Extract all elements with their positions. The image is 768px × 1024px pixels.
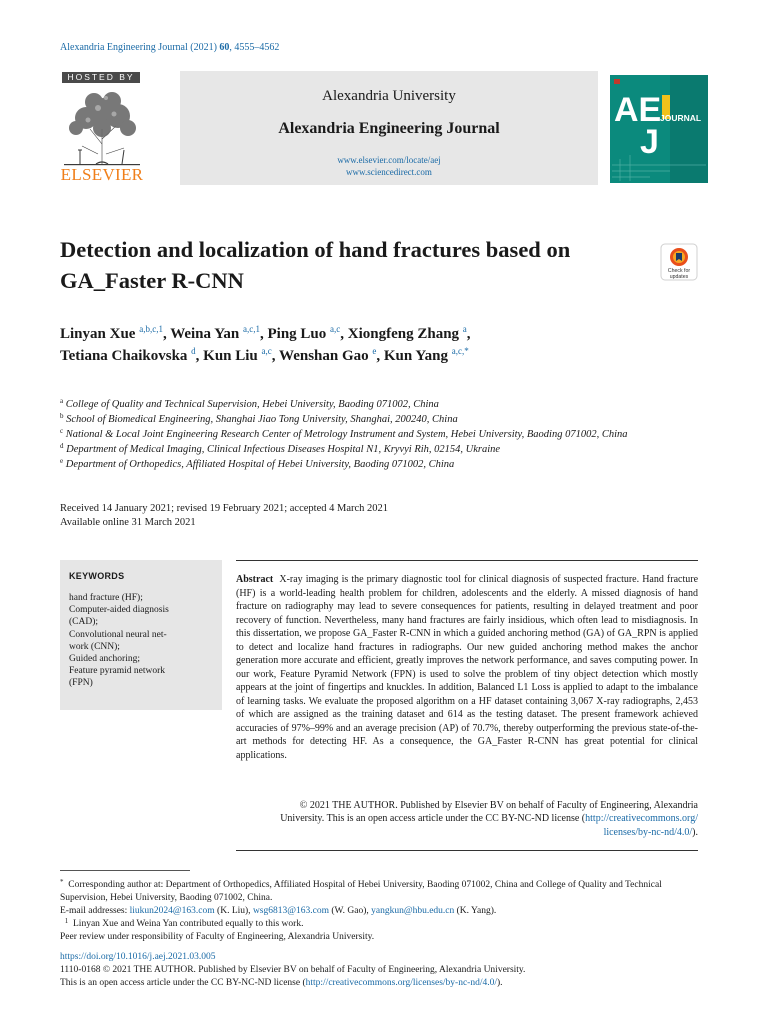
- author-separator: ,: [162, 326, 171, 342]
- oa-license-link[interactable]: http://creativecommons.org/licenses/by-nc-nd/4.0/: [305, 978, 497, 988]
- author-separator: ,: [340, 326, 348, 342]
- abstract-bottom-rule: [236, 850, 698, 851]
- received-dates: Received 14 January 2021; revised 19 February 2021; accepted 4 March 2021: [60, 503, 389, 514]
- author-separator: ,: [466, 326, 471, 342]
- keyword-item: Convolutional neural net-: [69, 629, 167, 640]
- email-link[interactable]: liukun2024@163.com: [129, 906, 215, 916]
- doi-block: [60, 951, 710, 990]
- journal-citation[interactable]: [60, 42, 279, 53]
- affiliation-item: [60, 427, 710, 442]
- journal-cover-image[interactable]: [610, 75, 708, 183]
- abstract-label: Abstract: [236, 574, 274, 585]
- oa-end: ).: [497, 978, 503, 988]
- author-name[interactable]: Kun Liu: [203, 348, 258, 364]
- footnotes: [60, 879, 710, 944]
- journal-title: Alexandria Engineering Journal: [278, 120, 500, 137]
- author-list: [60, 323, 710, 367]
- email-label: E-mail addresses:: [60, 906, 130, 916]
- email-owner: (K. Liu),: [214, 906, 253, 916]
- author-affiliation-marks[interactable]: a,b,c,1: [139, 324, 163, 334]
- keyword-item: (CAD);: [69, 617, 99, 628]
- copyright-end: ).: [692, 826, 698, 838]
- article-title: Detection and localization of hand fractures based on GA_Faster R-CNN: [60, 237, 571, 293]
- keyword-item: work (CNN);: [69, 641, 120, 652]
- email-link[interactable]: yangkun@hbu.edu.cn: [371, 906, 455, 916]
- author-name[interactable]: Ping Luo: [267, 326, 327, 342]
- university-name: Alexandria University: [322, 88, 456, 104]
- keyword-item: Feature pyramid network: [69, 666, 166, 677]
- keyword-item: Computer-aided diagnosis: [69, 605, 169, 616]
- abstract-top-rule: [236, 560, 698, 561]
- citation-volume: 60: [219, 42, 230, 53]
- citation-pages: , 4555–4562: [229, 42, 280, 53]
- equal-mark: 1: [64, 917, 69, 925]
- affiliation-text: Department of Medical Imaging, Clinical Infectious Diseases Hospital N1, Kryvyi Rih, 02154, Ukraine: [66, 444, 501, 455]
- available-online: Available online 31 March 2021: [60, 516, 196, 528]
- peer-review-note: Peer review under responsibility of Faculty of Engineering, Alexandria University.: [60, 932, 375, 942]
- affiliation-list: [60, 397, 710, 472]
- author-name[interactable]: Kun Yang: [383, 348, 448, 364]
- author-separator: ,: [259, 326, 268, 342]
- keywords-box: [60, 560, 222, 710]
- author-name[interactable]: Tetiana Chaikovska: [60, 348, 188, 364]
- svg-text:J: J: [640, 123, 659, 161]
- author-affiliation-marks[interactable]: a,c: [261, 346, 272, 356]
- corresponding-author-note: [60, 879, 710, 905]
- issn-line: 1110-0168 © 2021 THE AUTHOR. Published by Elsevier BV on behalf of Faculty of Engineering, Alexandria University.: [60, 965, 526, 975]
- equal-contribution-note: [60, 918, 710, 931]
- journal-homepage-link[interactable]: www.elsevier.com/locate/aej: [337, 155, 441, 165]
- elsevier-wordmark: ELSEVIER: [60, 165, 144, 184]
- keyword-item: hand fracture (HF);: [69, 593, 143, 603]
- keyword-item: Guided anchoring;: [69, 654, 140, 665]
- author-separator: ,: [271, 348, 280, 364]
- author-affiliation-marks[interactable]: a: [462, 324, 467, 334]
- journal-banner: [60, 71, 708, 185]
- doi-link[interactable]: https://doi.org/10.1016/j.aej.2021.03.005: [60, 952, 216, 962]
- author-name[interactable]: Linyan Xue: [60, 326, 136, 342]
- article-history: [60, 502, 710, 529]
- email-owner: (K. Yang).: [454, 906, 497, 916]
- affiliation-mark: a: [60, 397, 64, 405]
- abstract-copyright: [236, 799, 698, 839]
- affiliation-item: [60, 397, 710, 412]
- affiliation-mark: b: [60, 412, 64, 420]
- license-link-a[interactable]: http://creativecommons.org/: [585, 813, 698, 825]
- affiliation-mark: d: [60, 442, 64, 450]
- svg-text:updates: updates: [669, 274, 689, 280]
- email-link[interactable]: wsg6813@163.com: [252, 906, 329, 916]
- author-name[interactable]: Xiongfeng Zhang: [347, 326, 460, 342]
- check-for-updates-badge[interactable]: [660, 243, 698, 281]
- affiliation-mark: e: [60, 457, 64, 465]
- author-affiliation-marks[interactable]: a,c,1: [242, 324, 260, 334]
- elsevier-tree-icon: [62, 84, 142, 167]
- abstract: [236, 573, 698, 762]
- email-owner: (W. Gao),: [328, 906, 372, 916]
- publisher-logo[interactable]: [60, 71, 144, 185]
- author-affiliation-marks[interactable]: e: [372, 346, 377, 356]
- oa-text: This is an open access article under the CC BY-NC-ND license (: [60, 978, 306, 988]
- open-access-line: [60, 977, 710, 990]
- affiliation-mark: c: [60, 427, 64, 435]
- affiliation-text: National & Local Joint Engineering Research Center of Metrology Instrument and System, Hebei University, Baoding 071002, China: [65, 429, 628, 440]
- copyright-line2: University. This is an open access article under the CC BY-NC-ND license (: [280, 813, 586, 825]
- author-name[interactable]: Weina Yan: [170, 326, 240, 342]
- journal-masthead: [180, 71, 598, 185]
- svg-text:Check for: Check for: [667, 268, 691, 274]
- author-affiliation-marks[interactable]: a,c: [330, 324, 341, 334]
- corresponding-text: Corresponding author at: Department of Orthopedics, Affiliated Hospital of Hebei University, Baoding 071002, China and College of Quality and Technical Supervision, Hebei University, Baoding 071002, China.: [60, 880, 662, 903]
- author-affiliation-marks[interactable]: a,c,*: [451, 346, 469, 356]
- email-addresses: [60, 905, 710, 918]
- affiliation-text: College of Quality and Technical Supervision, Hebei University, Baoding 071002, China: [65, 399, 439, 410]
- sciencedirect-link[interactable]: www.sciencedirect.com: [346, 167, 432, 177]
- keywords-list: [69, 592, 219, 690]
- copyright-line1: © 2021 THE AUTHOR. Published by Elsevier BV on behalf of Faculty of Engineering, Alexandria: [299, 800, 698, 811]
- hosted-by-label: HOSTED BY: [62, 72, 140, 83]
- license-link-b[interactable]: licenses/by-nc-nd/4.0/: [603, 826, 693, 838]
- citation-journal: Alexandria Engineering Journal (2021): [60, 42, 217, 53]
- affiliation-text: School of Biomedical Engineering, Shanghai Jiao Tong University, Shanghai, 200240, China: [66, 414, 458, 425]
- author-name[interactable]: Wenshan Gao: [279, 348, 369, 364]
- equal-text: Linyan Xue and Weina Yan contributed equally to this work.: [73, 919, 304, 929]
- footnote-rule: [60, 870, 190, 871]
- abstract-text: X-ray imaging is the primary diagnostic tool for clinical diagnosis of suspected fracture. Hand fracture (HF) is a world-leading health problem for children, adolescents and the elderly. A missed diagnosis of hand fracture on radiography may lead to severe consequences for patients, resulting in delayed treatment and poor recovery of function. Nevertheless, many hand fractures are fairly insidious, which often lead to misdiagnosis. In this dissertation, we propose GA_Faster R-CNN in which a guided anchoring method (GA) of GA_RPN is applied to detect and localize hand fractures in radiographs. Our new guided anchoring method makes the anchor generation more accurate and efficient, greatly improves the network performance, and saves computing power. In our work, Feature Pyramid Network (FPN) is used to solve the problem of tiny object detection which mostly appears at the joint of fingertips and knuckles. In addition, Balanced L1 Loss is applied to adapt to the imbalance of learning tasks. We evaluate the proposed algorithm on a HF dataset containing 3,067 X-ray radiographs, 2,453 of which are assigned as the training dataset and 614 as the testing dataset. The present framework achieved accuracies of 97%–99% and an average precision (AP) of 70.7%, thereby outperforming the previous state-of-the-art methods for detecting HF. As a consequence, the GA_Faster R-CNN has great potential for clinical applications.: [236, 574, 699, 761]
- corresponding-mark: *: [60, 878, 64, 886]
- affiliation-text: Department of Orthopedics, Affiliated Hospital of Hebei University, Baoding 071002, China: [65, 459, 455, 470]
- cover-letters: AE: [614, 91, 662, 129]
- cover-text: JOURNAL: [660, 113, 702, 123]
- keywords-heading: KEYWORDS: [69, 571, 125, 581]
- author-separator: ,: [195, 348, 204, 364]
- affiliation-item: [60, 442, 710, 457]
- affiliation-item: [60, 457, 710, 472]
- journal-cover-icon: [610, 75, 708, 183]
- author-affiliation-marks[interactable]: d: [191, 346, 196, 356]
- affiliation-item: [60, 412, 710, 427]
- author-separator: ,: [376, 348, 384, 364]
- check-for-updates-icon: [660, 243, 698, 281]
- keyword-item: (FPN): [69, 678, 93, 689]
